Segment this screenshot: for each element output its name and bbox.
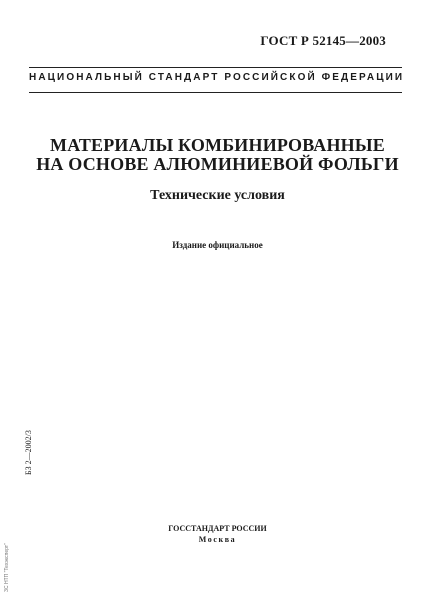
header-rule-top [29,67,402,68]
publisher-city: Москва [198,535,237,544]
document-number: ГОСТ Р 52145—2003 [260,33,386,48]
header-rule-bottom [29,92,402,93]
side-code: БЗ 2—2002/3 [24,430,33,475]
edition-note: Издание официальное [172,240,263,250]
standard-type-label: НАЦИОНАЛЬНЫЙ СТАНДАРТ РОССИЙСКОЙ ФЕДЕРАЦИИ [29,72,405,83]
document-title [0,136,435,174]
publisher-name: ГОССТАНДАРТ РОССИИ [168,524,267,533]
document-subtitle: Технические условия [150,188,285,203]
title-line: НА ОСНОВЕ АЛЮМИНИЕВОЙ ФОЛЬГИ [36,154,399,174]
publisher-block [0,523,435,545]
title-line: МАТЕРИАЛЫ КОМБИНИРОВАННЫЕ [50,135,385,155]
watermark: ЗС НТП "Техэксперт" [4,543,10,592]
